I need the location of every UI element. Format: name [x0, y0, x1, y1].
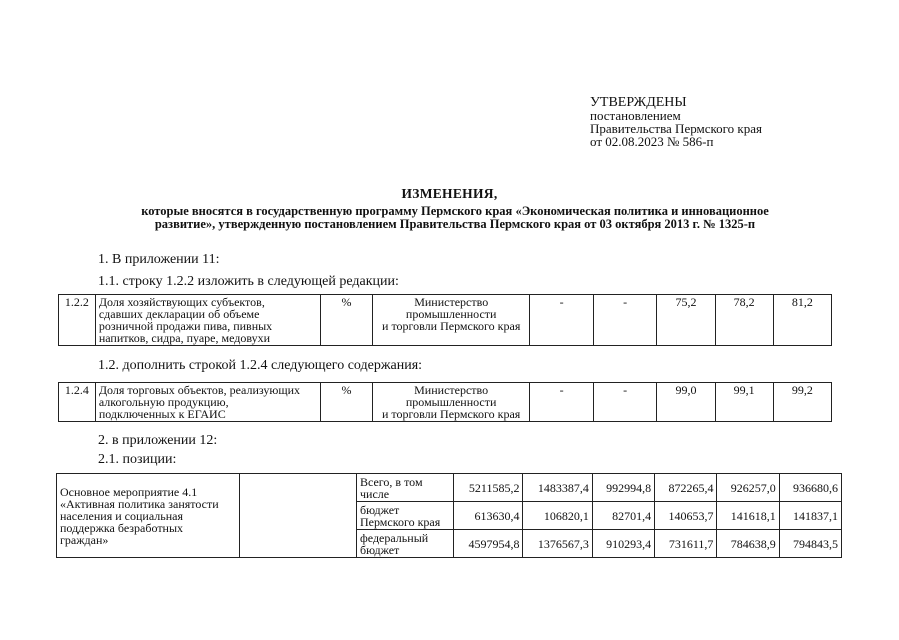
text-line: Пермского края [360, 514, 441, 529]
text-line: числе [360, 486, 390, 501]
unit-cell: % [320, 383, 372, 422]
amount-cell: 926257,0 [717, 474, 779, 502]
amount-cell: 1483387,4 [523, 474, 592, 502]
indicator-row-table [58, 382, 832, 422]
text-line: подключенных к ЕГАИС [98, 407, 226, 421]
text-line: розничной продажи пива, пивных [98, 319, 273, 333]
text-line: Всего, в том [360, 474, 423, 489]
section-heading: 1.1. строку 1.2.2 изложить в следующей редакции: [98, 274, 399, 289]
value-cell: - [530, 295, 594, 346]
source-label [357, 530, 454, 558]
amount-cell: 141618,1 [717, 502, 779, 530]
row-number: 1.2.4 [59, 383, 96, 422]
document-title: ИЗМЕНЕНИЯ, [401, 186, 498, 201]
value-cell: 99,1 [715, 383, 773, 422]
section-heading: 2. в приложении 12: [98, 433, 218, 448]
value-cell: 78,2 [715, 295, 773, 346]
section-heading: 2.1. позиции: [98, 452, 177, 467]
approved-line: постановлением [590, 108, 681, 123]
text-line: Основное мероприятие 4.1 [60, 484, 198, 499]
amount-cell: 910293,4 [592, 530, 654, 558]
document-subtitle [60, 205, 850, 231]
text-line: промышленности [405, 395, 497, 409]
unit-cell: % [321, 295, 373, 346]
empty-cell [240, 474, 357, 558]
text-line: и торговли Пермского края [382, 319, 521, 333]
amount-cell: 141837,1 [779, 502, 841, 530]
text-line: поддержка безработных [60, 520, 184, 535]
source-label [357, 474, 454, 502]
funding-table [56, 473, 842, 558]
amount-cell: 1376567,3 [523, 530, 592, 558]
text-line: федеральный [360, 530, 429, 545]
indicator-row-table [58, 294, 832, 346]
approved-line: Правительства Пермского края [590, 121, 762, 136]
table-row [59, 295, 832, 346]
text-line: граждан» [60, 532, 109, 547]
approved-heading: УТВЕРЖДЕНЫ [590, 95, 687, 110]
text-line: населения и социальная [60, 508, 183, 523]
text-line: бюджет [360, 502, 400, 517]
text-line: промышленности [405, 307, 497, 321]
amount-cell: 794843,5 [779, 530, 841, 558]
table-row [57, 474, 842, 502]
value-cell: 75,2 [657, 295, 715, 346]
section-heading: 1. В приложении 11: [98, 252, 220, 267]
text-line: бюджет [360, 542, 400, 557]
subtitle-line: развитие», утвержденную постановлением Правительства Пермского края от 03 октября 2013 г. № 1325-п [154, 217, 756, 231]
amount-cell: 784638,9 [717, 530, 779, 558]
text-line: алкогольную продукцию, [98, 395, 229, 409]
text-line: сдавших декларации об объеме [98, 307, 260, 321]
value-cell: 99,0 [657, 383, 715, 422]
amount-cell: 82701,4 [592, 502, 654, 530]
value-cell: - [593, 295, 657, 346]
amount-cell: 4597954,8 [454, 530, 523, 558]
approved-line: от 02.08.2023 № 586-п [590, 134, 714, 149]
text-line: Министерство [414, 383, 489, 397]
amount-cell: 872265,4 [655, 474, 717, 502]
text-line: Министерство [414, 295, 489, 309]
row-number: 1.2.2 [59, 295, 96, 346]
table-row [59, 383, 832, 422]
source-label [357, 502, 454, 530]
indicator-name [95, 383, 320, 422]
text-line: Доля хозяйствующих субъектов, [98, 295, 265, 309]
text-line: «Активная политика занятости [60, 496, 219, 511]
amount-cell: 5211585,2 [454, 474, 523, 502]
text-line: напитков, сидра, пуаре, медовухи [98, 331, 271, 345]
activity-name [57, 474, 240, 558]
value-cell: - [593, 383, 657, 422]
approval-stamp [590, 96, 762, 148]
value-cell: 99,2 [773, 383, 831, 422]
ministry-cell [373, 295, 530, 346]
subtitle-line: которые вносятся в государственную программу Пермского края «Экономическая политика и инновационное [141, 204, 769, 218]
value-cell: 81,2 [773, 295, 831, 346]
ministry-cell [372, 383, 529, 422]
section-heading: 1.2. дополнить строкой 1.2.4 следующего содержания: [98, 358, 423, 373]
text-line: Доля торговых объектов, реализующих [98, 383, 300, 397]
value-cell: - [530, 383, 594, 422]
text-line: и торговли Пермского края [381, 407, 521, 421]
amount-cell: 613630,4 [454, 502, 523, 530]
amount-cell: 731611,7 [655, 530, 717, 558]
indicator-name [95, 295, 320, 346]
amount-cell: 140653,7 [655, 502, 717, 530]
amount-cell: 992994,8 [592, 474, 654, 502]
amount-cell: 936680,6 [779, 474, 841, 502]
amount-cell: 106820,1 [523, 502, 592, 530]
